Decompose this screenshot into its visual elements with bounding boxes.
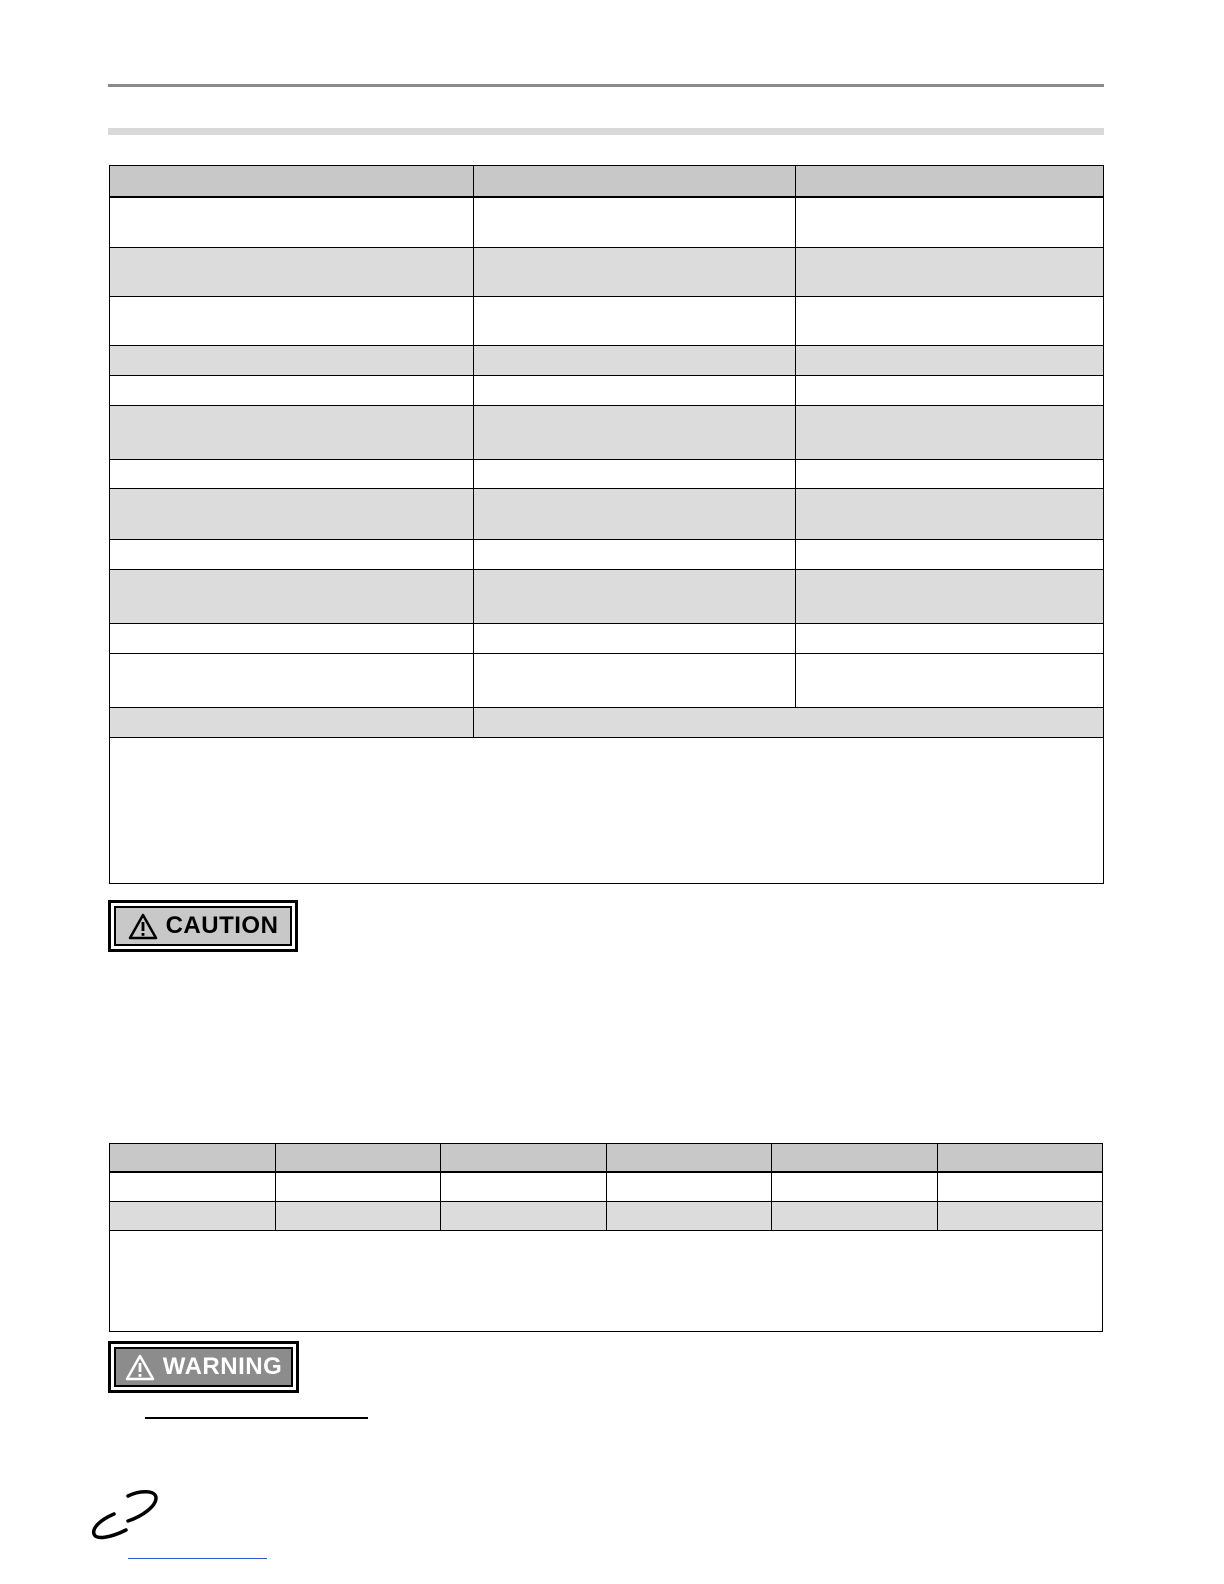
table-cell [474, 488, 796, 539]
table-row [110, 375, 1104, 405]
table-cell [474, 653, 796, 707]
table-cell [474, 623, 796, 653]
table-cell [110, 488, 474, 539]
table-row [110, 247, 1104, 296]
company-logo [88, 1488, 160, 1544]
table-cell [110, 1172, 276, 1202]
spec-table [109, 165, 1104, 884]
table-cell [110, 539, 474, 569]
table-row [110, 653, 1104, 707]
header-cell [441, 1144, 607, 1173]
table-cell [110, 459, 474, 488]
table-cell [474, 375, 796, 405]
section-rule [108, 128, 1104, 135]
table-row [110, 623, 1104, 653]
table-cell [441, 1202, 607, 1231]
table-cell [110, 405, 474, 459]
table-cell [796, 653, 1104, 707]
table-cell [110, 345, 474, 375]
table-header-row [110, 166, 1104, 198]
table-row [110, 488, 1104, 539]
table-cell [275, 1202, 441, 1231]
table-cell [772, 1202, 938, 1231]
table-cell [110, 707, 474, 737]
table-notes-cell [110, 737, 1104, 883]
table-cell [474, 459, 796, 488]
table-cell [110, 197, 474, 247]
table-cell [772, 1172, 938, 1202]
table-cell [796, 247, 1104, 296]
table-cell [796, 405, 1104, 459]
table-cell [937, 1202, 1103, 1231]
table-row [110, 405, 1104, 459]
header-cell [606, 1144, 772, 1173]
caution-label [108, 900, 298, 952]
table-row [110, 539, 1104, 569]
table-cell [796, 345, 1104, 375]
table-cell [474, 569, 796, 623]
header-cell [937, 1144, 1103, 1173]
table-cell [110, 623, 474, 653]
header-cell [110, 166, 474, 198]
table-cell [796, 488, 1104, 539]
footnote-rule [145, 1417, 368, 1419]
table-notes-cell [110, 1231, 1103, 1332]
table-cell [110, 247, 474, 296]
table-cell [796, 459, 1104, 488]
header-cell [796, 166, 1104, 198]
header-cell [474, 166, 796, 198]
header-cell [110, 1144, 276, 1173]
table-row [110, 1172, 1103, 1202]
link-underline[interactable] [128, 1558, 267, 1559]
table-cell-merged [474, 707, 1104, 737]
table-cell [441, 1172, 607, 1202]
table-cell [796, 623, 1104, 653]
warning-triangle-icon [125, 1354, 155, 1381]
table-cell [474, 296, 796, 345]
table-cell [796, 569, 1104, 623]
table-cell [474, 197, 796, 247]
table-notes-row [110, 1231, 1103, 1332]
table-cell [606, 1172, 772, 1202]
table-cell [110, 569, 474, 623]
warning-triangle-icon [128, 913, 158, 940]
table-cell [796, 539, 1104, 569]
table-cell [796, 375, 1104, 405]
table-cell [110, 375, 474, 405]
table-row [110, 459, 1104, 488]
table-row [110, 197, 1104, 247]
header-cell [772, 1144, 938, 1173]
table-cell [937, 1172, 1103, 1202]
caution-text: CAUTION [165, 912, 279, 939]
table-notes-row [110, 737, 1104, 883]
warning-label [108, 1341, 299, 1393]
table-cell [110, 1202, 276, 1231]
table-cell [796, 197, 1104, 247]
table-row [110, 296, 1104, 345]
table-cell [110, 296, 474, 345]
table-row [110, 1202, 1103, 1231]
table-cell [606, 1202, 772, 1231]
table-cell [474, 247, 796, 296]
table-cell [474, 405, 796, 459]
table-row [110, 569, 1104, 623]
warning-text: WARNING [162, 1353, 283, 1380]
table-header-row [110, 1144, 1103, 1173]
table-cell [474, 539, 796, 569]
header-cell [275, 1144, 441, 1173]
table-cell [275, 1172, 441, 1202]
table-row [110, 345, 1104, 375]
table-cell [110, 653, 474, 707]
header-rule [108, 84, 1104, 87]
small-table [109, 1143, 1103, 1332]
table-row [110, 707, 1104, 737]
table-cell [796, 296, 1104, 345]
table-cell [474, 345, 796, 375]
